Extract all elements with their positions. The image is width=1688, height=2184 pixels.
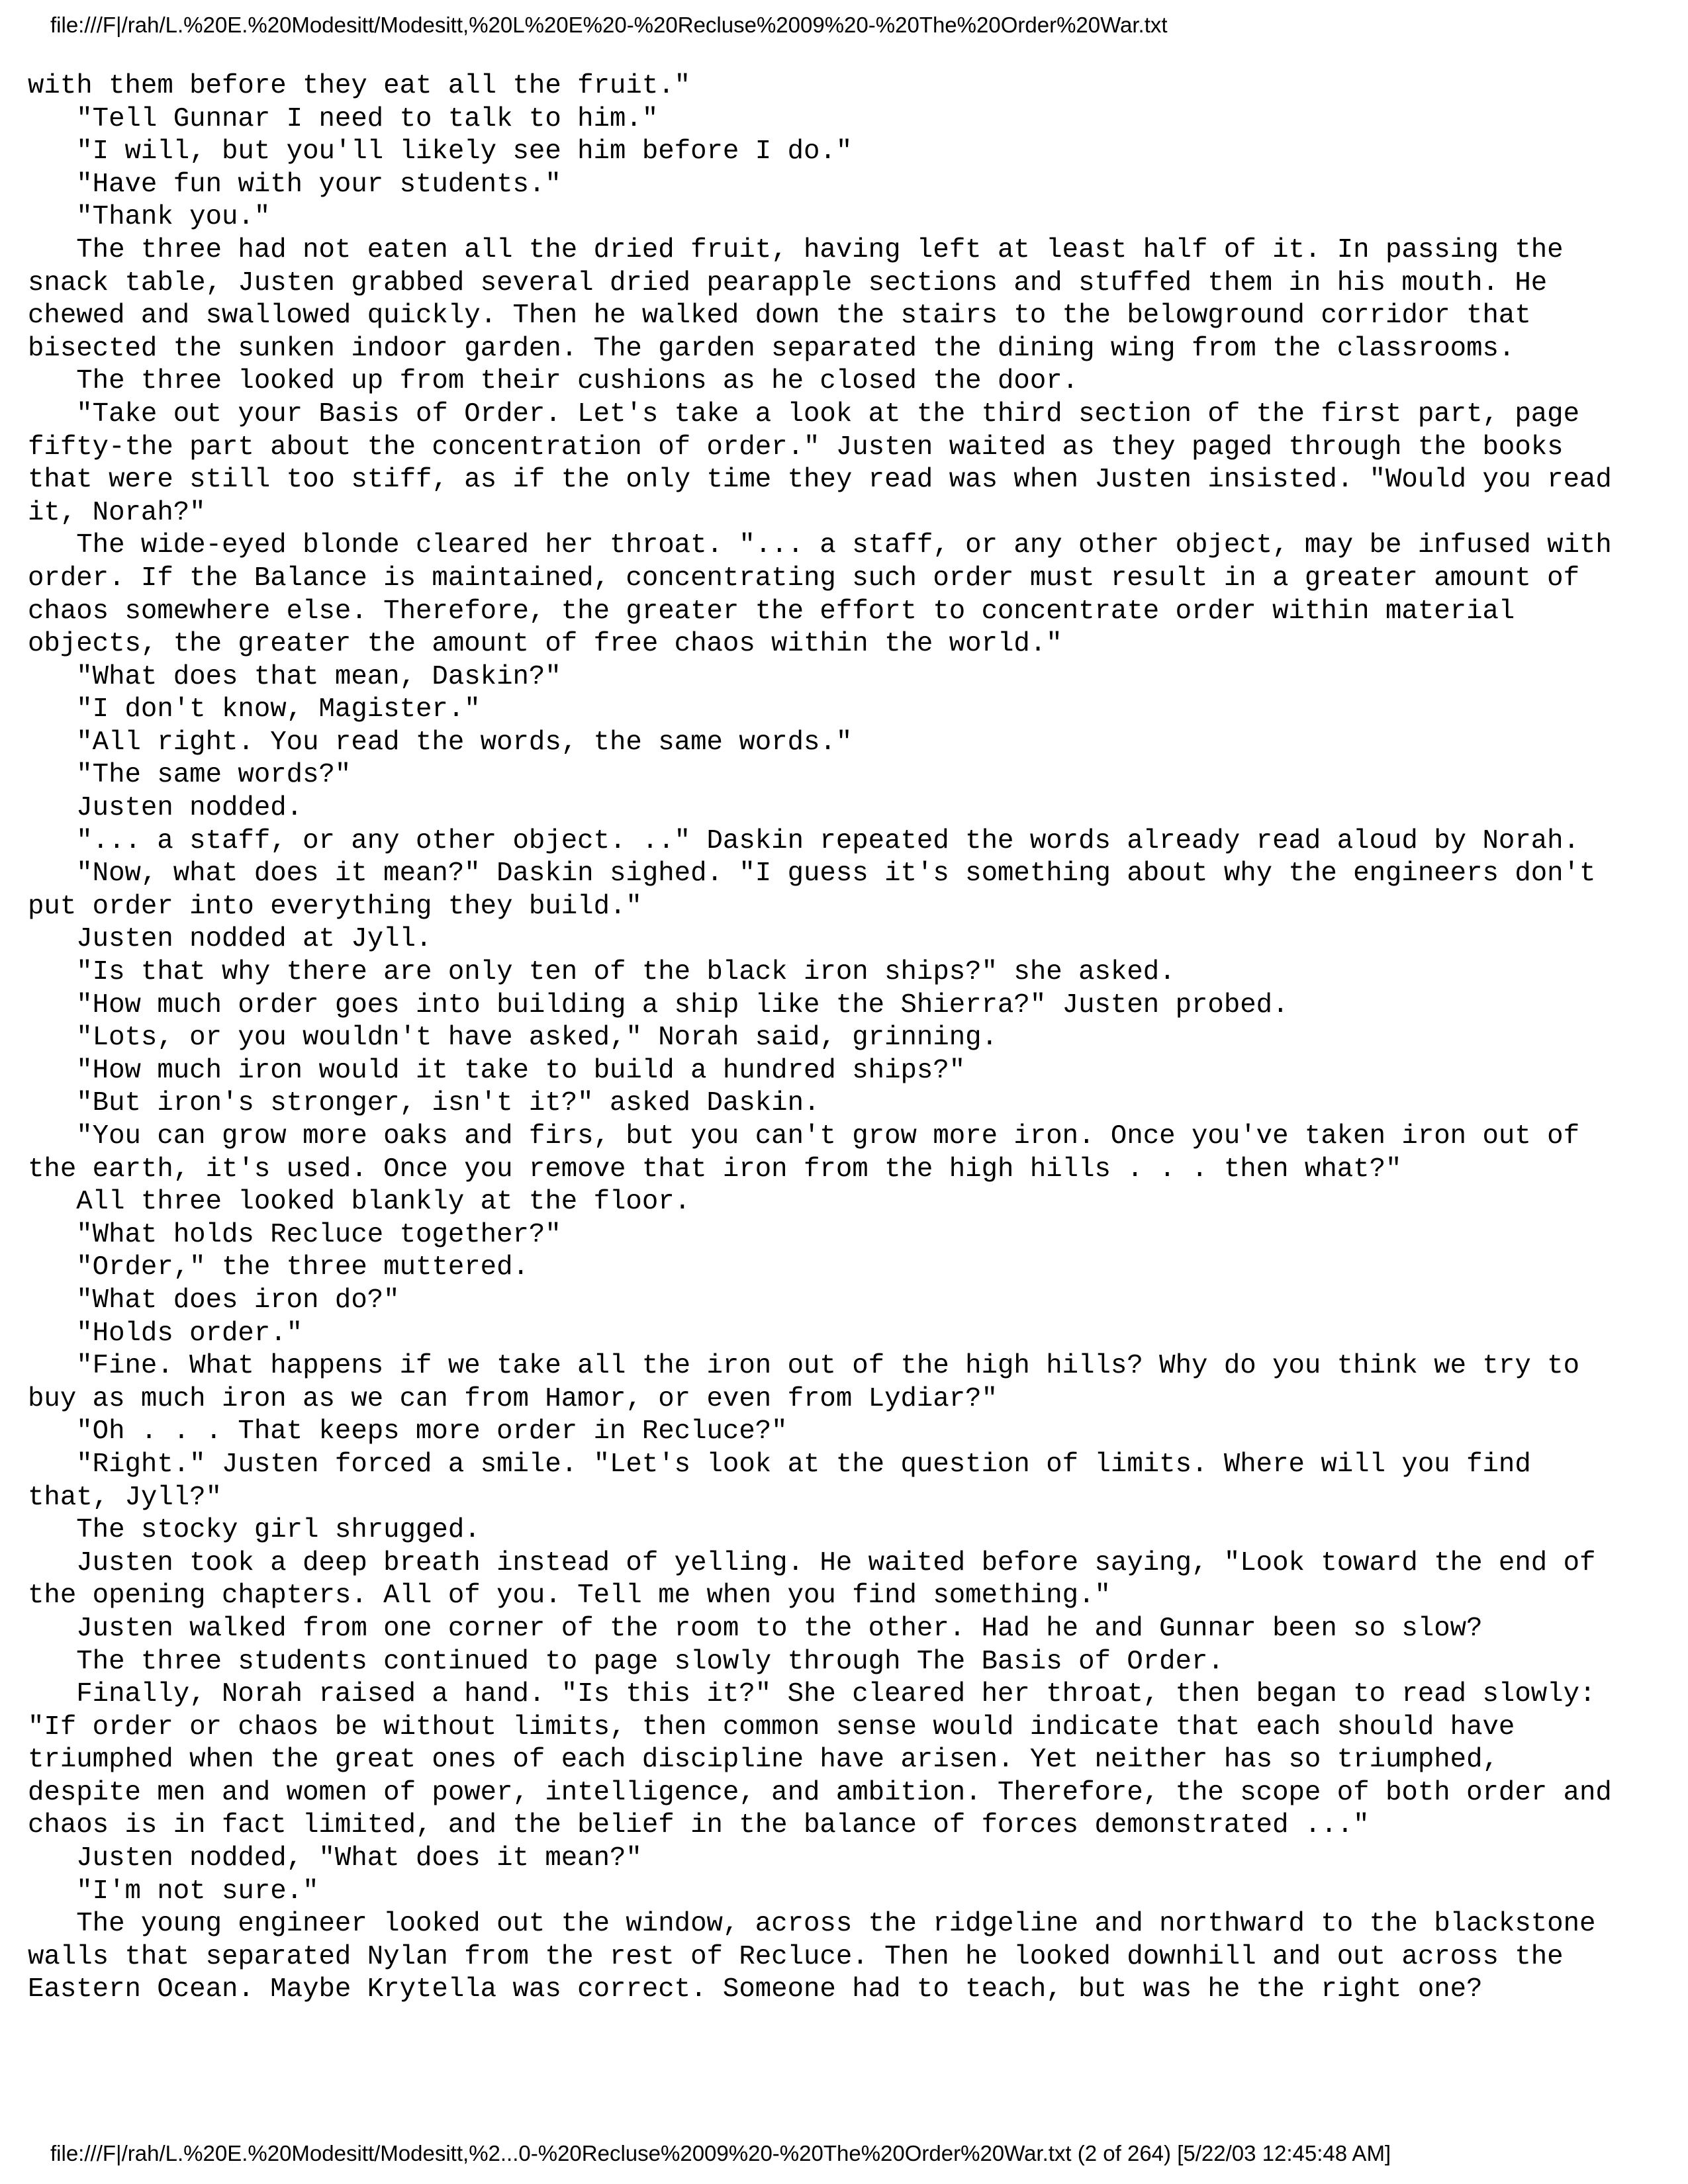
text-line: "What does iron do?": [28, 1285, 400, 1316]
text-line: "Holds order.": [28, 1318, 303, 1349]
text-line: "All right. You read the words, the same words.": [28, 727, 853, 758]
text-line: Justen nodded, "What does it mean?": [28, 1843, 642, 1874]
text-line: despite men and women of power, intelligence, and ambition. Therefore, the scope of both order and: [28, 1777, 1612, 1808]
text-line: "Take out your Basis of Order. Let's take a look at the third section of the first part, page: [28, 398, 1579, 430]
text-line: that, Jyll?": [28, 1482, 222, 1513]
text-line: that were still too stiff, as if the only time they read was when Justen insisted. "Would you read: [28, 465, 1612, 496]
text-line: buy as much iron as we can from Hamor, or even from Lydiar?": [28, 1383, 998, 1414]
text-line: chaos is in fact limited, and the belief in the balance of forces demonstrated ...": [28, 1810, 1370, 1841]
text-line: The three looked up from their cushions as he closed the door.: [28, 366, 1079, 397]
text-line: order. If the Balance is maintained, concentrating such order must result in a greater amount of: [28, 563, 1579, 594]
text-line: "Fine. What happens if we take all the iron out of the high hills? Why do you think we try to: [28, 1351, 1579, 1382]
text-line: Justen nodded at Jyll.: [28, 924, 432, 955]
text-line: "How much iron would it take to build a hundred ships?": [28, 1055, 966, 1086]
text-line: All three looked blankly at the floor.: [28, 1187, 691, 1218]
text-line: "Lots, or you wouldn't have asked," Norah said, grinning.: [28, 1023, 998, 1054]
text-line: snack table, Justen grabbed several dried pearapple sections and stuffed them in his mouth. He: [28, 267, 1548, 298]
text-line: "Have fun with your students.": [28, 169, 561, 200]
text-line: Eastern Ocean. Maybe Krytella was correct. Someone had to teach, but was he the right one?: [28, 1974, 1483, 2005]
text-line: Justen nodded.: [28, 793, 303, 824]
text-line: "... a staff, or any other object. .." Daskin repeated the words already read aloud by Norah.: [28, 825, 1579, 856]
text-line: "What does that mean, Daskin?": [28, 661, 561, 692]
text-line: fifty-the part about the concentration of order." Justen waited as they paged through the books: [28, 432, 1564, 463]
text-line: Finally, Norah raised a hand. "Is this it?" She cleared her throat, then began to read slowly:: [28, 1679, 1596, 1710]
document-body: [28, 70, 1669, 2007]
text-line: The stocky girl shrugged.: [28, 1515, 481, 1546]
text-line: it, Norah?": [28, 497, 206, 528]
text-line: bisected the sunken indoor garden. The garden separated the dining wing from the classrooms.: [28, 333, 1515, 364]
text-line: Justen took a deep breath instead of yelling. He waited before saying, "Look toward the end of: [28, 1547, 1596, 1578]
text-line: "I don't know, Magister.": [28, 694, 481, 725]
text-line: "Is that why there are only ten of the black iron ships?" she asked.: [28, 957, 1176, 988]
text-line: "What holds Recluce together?": [28, 1219, 561, 1250]
text-line: "Now, what does it mean?" Daskin sighed. "I guess it's something about why the engineers don't: [28, 858, 1596, 889]
text-line: "Order," the three muttered.: [28, 1252, 529, 1283]
text-line: The young engineer looked out the window, across the ridgeline and northward to the blackstone: [28, 1909, 1596, 1940]
text-line: "Thank you.": [28, 202, 271, 233]
text-line: the opening chapters. All of you. Tell me when you find something.": [28, 1580, 1111, 1612]
text-line: "If order or chaos be without limits, then common sense would indicate that each should have: [28, 1711, 1515, 1743]
text-line: the earth, it's used. Once you remove that iron from the high hills . . . then what?": [28, 1154, 1402, 1185]
page-header-path: file:///F|/rah/L.%20E.%20Modesitt/Modesitt,%20L%20E%20-%20Recluse%2009%20-%20The%20Order%20War.txt: [50, 13, 1168, 37]
text-line: "But iron's stronger, isn't it?" asked Daskin.: [28, 1088, 820, 1119]
text-line: Justen walked from one corner of the room to the other. Had he and Gunnar been so slow?: [28, 1613, 1483, 1644]
text-line: chaos somewhere else. Therefore, the greater the effort to concentrate order within material: [28, 596, 1515, 627]
text-line: "You can grow more oaks and firs, but you can't grow more iron. Once you've taken iron out of: [28, 1121, 1579, 1152]
text-line: "How much order goes into building a ship like the Shierra?" Justen probed.: [28, 989, 1289, 1021]
text-line: "I'm not sure.": [28, 1876, 319, 1907]
text-line: walls that separated Nylan from the rest of Recluce. Then he looked downhill and out across the: [28, 1941, 1564, 1972]
text-line: put order into everything they build.": [28, 891, 642, 922]
text-line: chewed and swallowed quickly. Then he walked down the stairs to the belowground corridor that: [28, 300, 1531, 332]
text-line: "Tell Gunnar I need to talk to him.": [28, 103, 659, 134]
text-line: The three had not eaten all the dried fruit, having left at least half of it. In passing the: [28, 234, 1564, 265]
text-line: The three students continued to page slowly through The Basis of Order.: [28, 1646, 1224, 1677]
page-footer-info: file:///F|/rah/L.%20E.%20Modesitt/Modesitt,%2...0-%20Recluse%2009%20-%20The%20Order%20War.txt (2 of 264) [5/22/03 12:45:48 AM]: [50, 2141, 1391, 2165]
text-line: "The same words?": [28, 760, 352, 791]
text-line: triumphed when the great ones of each discipline have arisen. Yet neither has so triumphed,: [28, 1745, 1499, 1776]
text-line: The wide-eyed blonde cleared her throat. "... a staff, or any other object, may be infused with: [28, 530, 1612, 561]
text-line: with them before they eat all the fruit.": [28, 71, 691, 101]
text-line: "Oh . . . That keeps more order in Recluce?": [28, 1416, 788, 1447]
text-line: objects, the greater the amount of free chaos within the world.": [28, 629, 1062, 660]
text-line: "I will, but you'll likely see him before I do.": [28, 136, 853, 167]
text-line: "Right." Justen forced a smile. "Let's look at the question of limits. Where will you find: [28, 1449, 1531, 1480]
